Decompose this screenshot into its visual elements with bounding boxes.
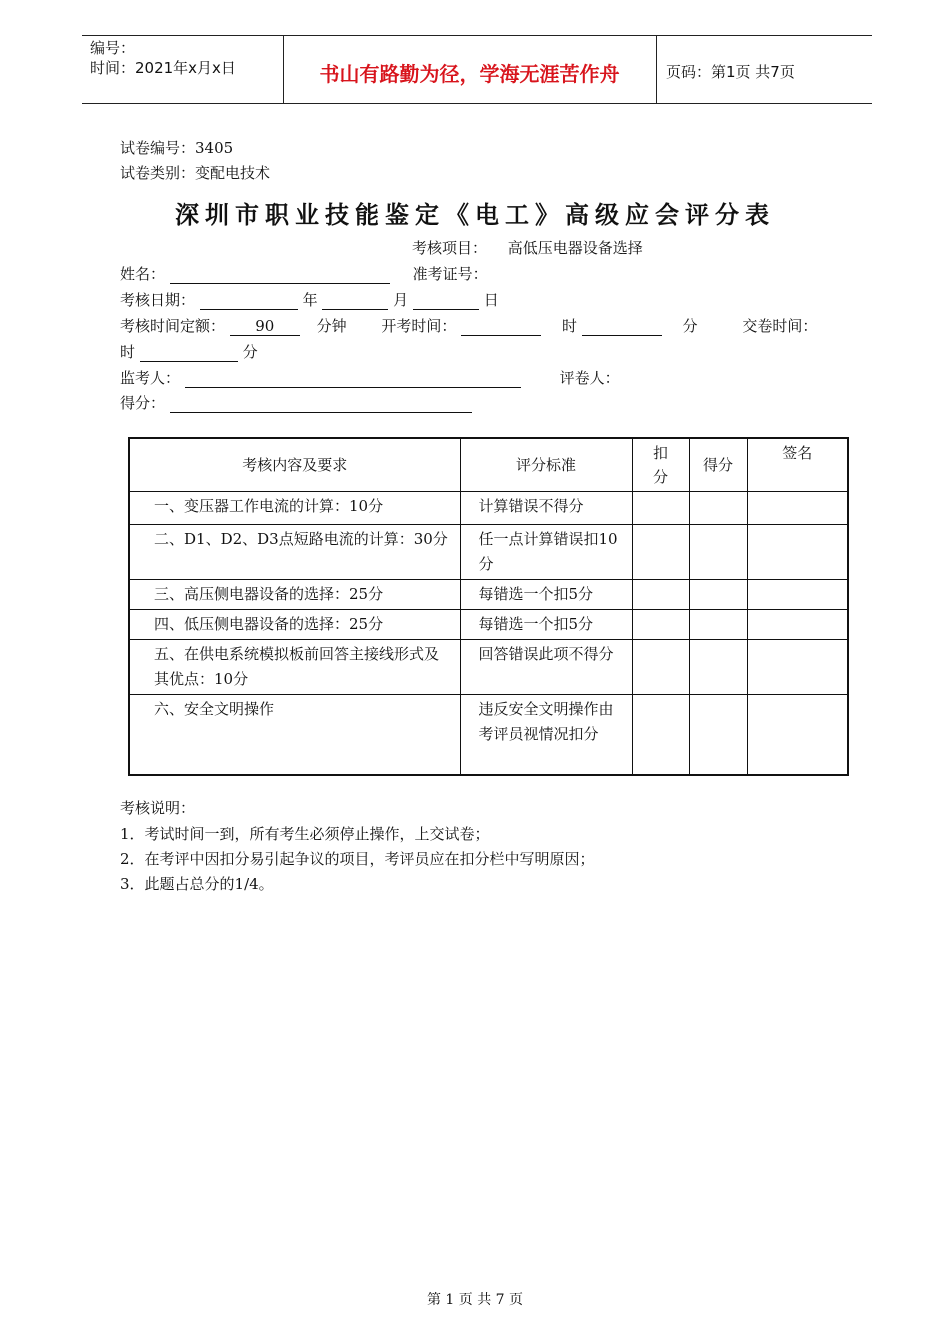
hour-label: 时 — [120, 343, 136, 361]
hour-label: 时 — [561, 317, 577, 335]
header-top-rule — [82, 35, 872, 36]
score-cell[interactable] — [689, 695, 747, 775]
row-standard: 任一点计算错误扣10分 — [460, 525, 632, 580]
table-row — [129, 492, 848, 525]
row-content: 三、高压侧电器设备的选择：25分 — [129, 580, 460, 610]
page-footer: 第 1 页 共 7 页 — [426, 1292, 524, 1308]
notes-title: 考核说明： — [120, 799, 196, 817]
score-cell[interactable] — [689, 580, 747, 610]
deduction-cell[interactable] — [632, 640, 689, 695]
ticket-label: 准考证号： — [412, 265, 488, 283]
column-header-deduction: 扣分 — [632, 438, 689, 492]
grader-label: 评卷人： — [559, 369, 620, 387]
column-header-signature: 签名 — [747, 438, 848, 492]
score-line — [120, 392, 472, 413]
header-left — [90, 38, 236, 78]
project-label: 考核项目： — [412, 239, 488, 257]
paper-number: 试卷编号：3405 — [120, 139, 234, 157]
row-content — [129, 525, 460, 580]
row-content: 六、安全文明操作 — [129, 695, 460, 775]
note-item: 3．此题占总分的1/4。 — [120, 875, 274, 893]
row-standard: 违反安全文明操作由考评员视情况扣分 — [460, 695, 632, 775]
table-header-row — [129, 438, 848, 492]
row-standard: 每错选一个扣5分 — [460, 610, 632, 640]
time-quota-value[interactable]: 90 — [230, 317, 300, 336]
deduction-cell[interactable] — [632, 580, 689, 610]
row-standard: 每错选一个扣5分 — [460, 580, 632, 610]
name-field[interactable] — [170, 265, 390, 284]
proctor-label: 监考人： — [120, 369, 181, 387]
code-label: 编号： — [90, 39, 136, 57]
start-hour-field[interactable] — [461, 317, 541, 336]
minute-label: 分 — [682, 317, 698, 335]
row-content: 一、变压器工作电流的计算：10分 — [129, 492, 460, 525]
day-label: 日 — [483, 291, 499, 309]
start-minute-field[interactable] — [582, 317, 662, 336]
score-cell[interactable] — [689, 610, 747, 640]
minutes-label: 分钟 — [316, 317, 347, 335]
submit-time-line — [120, 341, 258, 362]
date-label: 时间：2021年x月x日 — [90, 59, 236, 77]
deduction-cell[interactable] — [632, 492, 689, 525]
header-page-info: 页码：第1页 共7页 — [666, 63, 795, 81]
time-line — [120, 315, 817, 336]
deduction-cell[interactable] — [632, 610, 689, 640]
note-item: 2．在考评中因扣分易引起争议的项目，考评员应在扣分栏中写明原因； — [120, 850, 595, 868]
project-line — [412, 237, 643, 258]
signature-cell[interactable] — [747, 640, 848, 695]
proctor-field[interactable] — [185, 369, 521, 388]
signature-cell[interactable] — [747, 580, 848, 610]
score-cell[interactable] — [689, 640, 747, 695]
name-line — [120, 263, 488, 284]
score-cell[interactable] — [689, 492, 747, 525]
score-field[interactable] — [170, 394, 472, 413]
year-label: 年 — [302, 291, 318, 309]
score-cell[interactable] — [689, 525, 747, 580]
note-item: 1．考试时间一到，所有考生必须停止操作，上交试卷； — [120, 825, 490, 843]
row-content: 四、低压侧电器设备的选择：25分 — [129, 610, 460, 640]
month-field[interactable] — [322, 291, 388, 310]
page-title: 深圳市职业技能鉴定《电工》高级应会评分表 — [175, 201, 775, 229]
table-row — [129, 640, 848, 695]
day-field[interactable] — [413, 291, 479, 310]
header-motto: 书山有路勤为径，学海无涯苦作舟 — [319, 62, 620, 86]
name-label: 姓名： — [120, 265, 166, 283]
row-standard: 计算错误不得分 — [460, 492, 632, 525]
signature-cell[interactable] — [747, 695, 848, 775]
submit-minute-field[interactable] — [140, 343, 238, 362]
header-divider — [656, 35, 657, 103]
minute-label: 分 — [242, 343, 258, 361]
score-label: 得分： — [120, 394, 166, 412]
exam-date-label: 考核日期： — [120, 291, 196, 309]
start-time-label: 开考时间： — [381, 317, 457, 335]
column-header-content: 考核内容及要求 — [129, 438, 460, 492]
column-header-standard: 评分标准 — [460, 438, 632, 492]
header-bottom-rule — [82, 103, 872, 104]
row-standard: 回答错误此项不得分 — [460, 640, 632, 695]
table-row — [129, 610, 848, 640]
row-content: 五、在供电系统模拟板前回答主接线形式及其优点：10分 — [129, 640, 460, 695]
date-line — [120, 289, 499, 310]
scoring-table — [128, 437, 849, 776]
deduction-cell[interactable] — [632, 525, 689, 580]
deduction-cell[interactable] — [632, 695, 689, 775]
time-quota-label: 考核时间定额： — [120, 317, 226, 335]
month-label: 月 — [393, 291, 409, 309]
table-row — [129, 525, 848, 580]
column-header-score: 得分 — [689, 438, 747, 492]
row-content-text: 二、D1、D2、D3点短路电流的计算：30分 — [154, 530, 448, 548]
paper-type: 试卷类别：变配电技术 — [120, 164, 271, 182]
signature-cell[interactable] — [747, 492, 848, 525]
proctor-line — [120, 367, 620, 388]
year-field[interactable] — [200, 291, 298, 310]
signature-cell[interactable] — [747, 610, 848, 640]
table-row — [129, 580, 848, 610]
submit-time-label: 交卷时间： — [742, 317, 818, 335]
project-value: 高低压电器设备选择 — [507, 239, 643, 257]
table-row — [129, 695, 848, 775]
signature-cell[interactable] — [747, 525, 848, 580]
